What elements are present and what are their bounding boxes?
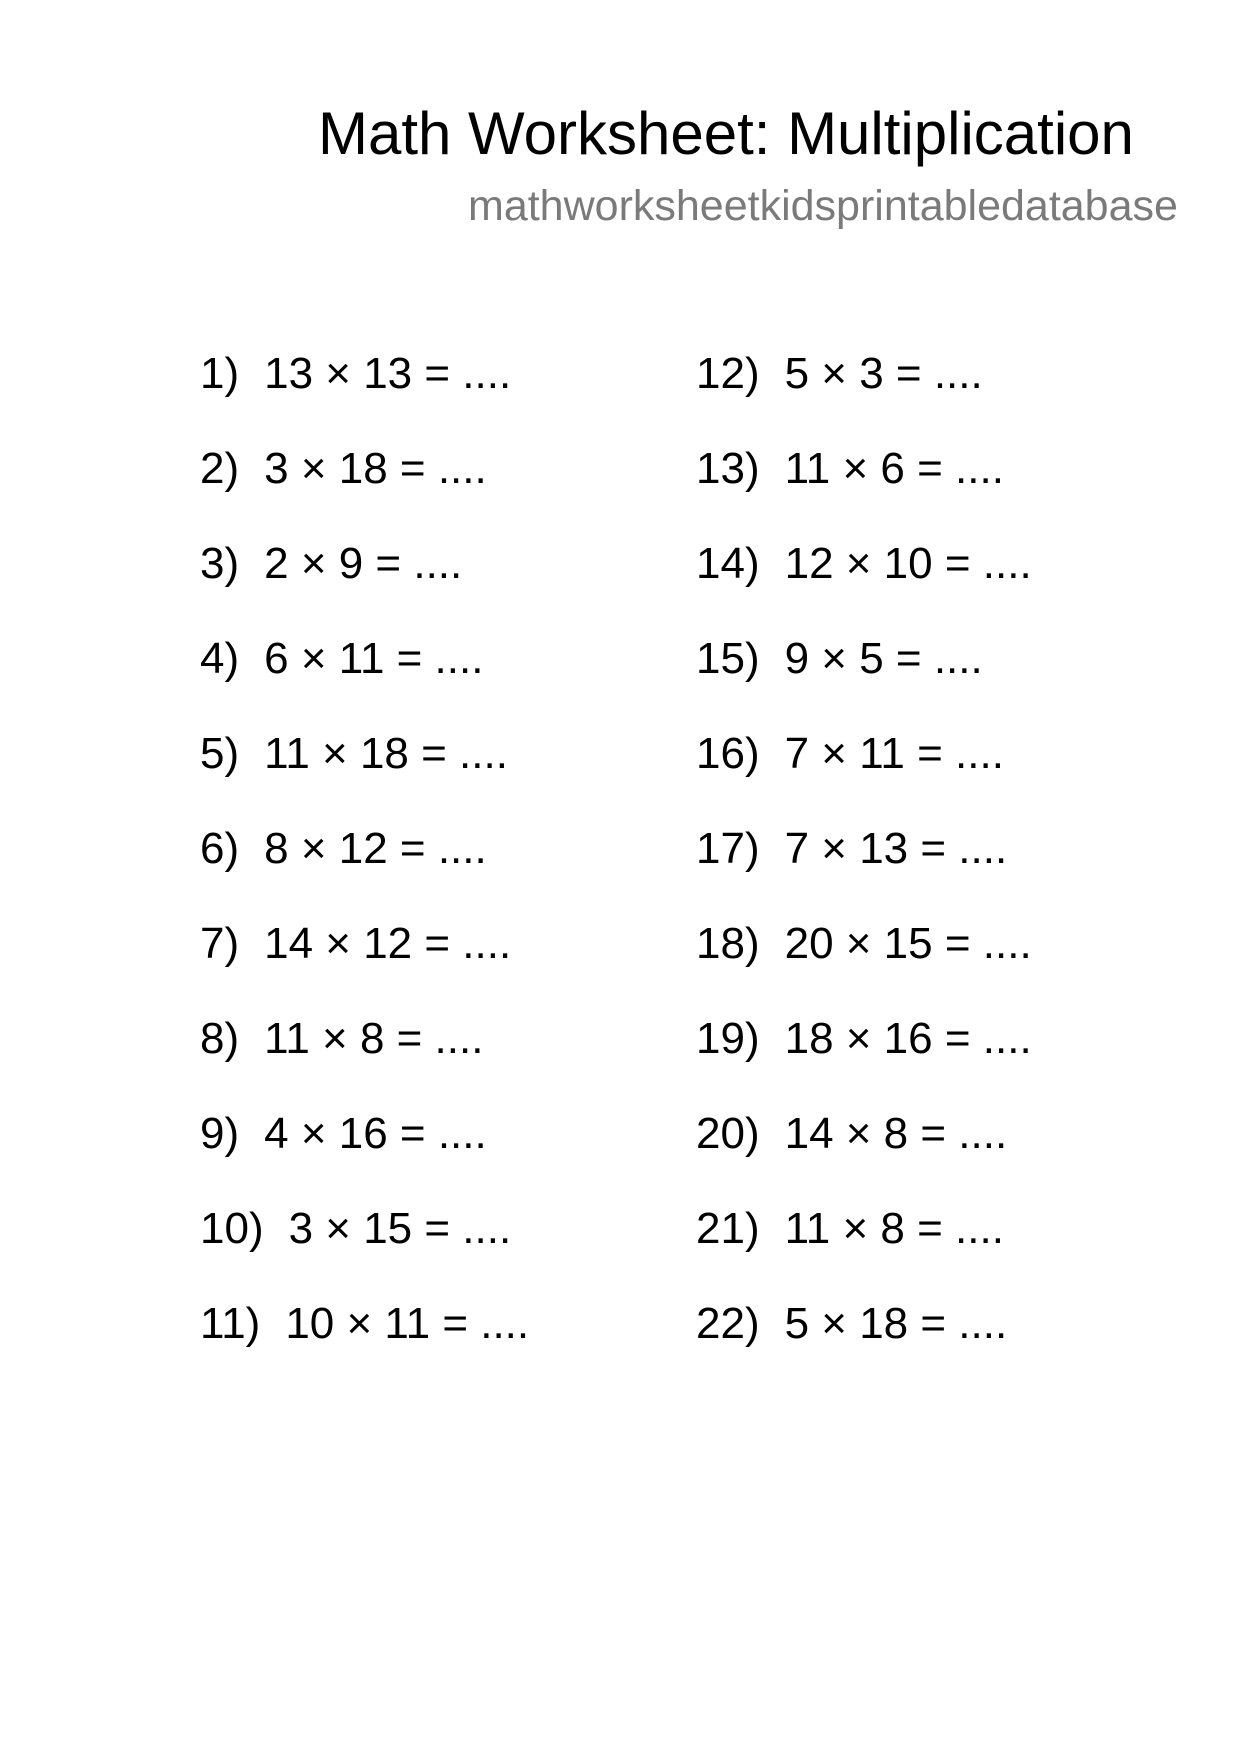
problem-item (200, 439, 529, 534)
problem-number: 11) (200, 1299, 261, 1348)
problem-expression: 6 × 11 = .... (264, 634, 484, 683)
problem-item (696, 724, 1032, 819)
problem-expression: 2 × 9 = .... (264, 539, 463, 588)
problem-expression: 18 × 16 = .... (784, 1014, 1032, 1063)
problem-item (200, 534, 529, 629)
problem-number: 20) (696, 1109, 760, 1158)
problem-expression: 8 × 12 = .... (264, 824, 487, 873)
problem-number: 13) (696, 444, 760, 493)
problem-expression: 13 × 13 = .... (264, 349, 512, 398)
problem-item (696, 344, 1032, 439)
problem-item (696, 1199, 1032, 1294)
problem-item (200, 344, 529, 439)
problem-column-left (200, 344, 529, 1389)
problem-expression: 4 × 16 = .... (264, 1109, 487, 1158)
problem-expression: 11 × 8 = .... (264, 1014, 484, 1063)
problem-column-right (696, 344, 1032, 1389)
problem-expression: 11 × 6 = .... (784, 444, 1004, 493)
problem-expression: 5 × 18 = .... (784, 1299, 1008, 1348)
problem-expression: 12 × 10 = .... (784, 539, 1032, 588)
problem-item (200, 629, 529, 724)
problem-expression: 9 × 5 = .... (784, 634, 983, 683)
problem-expression: 7 × 13 = .... (784, 824, 1008, 873)
problem-number: 10) (200, 1204, 264, 1253)
problem-item (696, 914, 1032, 1009)
problem-number: 8) (200, 1014, 240, 1063)
problem-expression: 7 × 11 = .... (784, 729, 1004, 778)
problem-item (200, 1009, 529, 1104)
problem-number: 19) (696, 1014, 760, 1063)
problem-item (200, 1199, 529, 1294)
problem-number: 18) (696, 919, 760, 968)
problem-number: 12) (696, 349, 760, 398)
problem-item (200, 1104, 529, 1199)
problem-number: 17) (696, 824, 760, 873)
problem-item (696, 819, 1032, 914)
problem-number: 9) (200, 1109, 240, 1158)
worksheet-title: Math Worksheet: Multiplication (318, 100, 1134, 167)
problem-expression: 11 × 18 = .... (264, 729, 508, 778)
problem-item (200, 724, 529, 819)
problem-item (696, 1009, 1032, 1104)
problem-number: 1) (200, 349, 240, 398)
problem-number: 3) (200, 539, 240, 588)
problem-expression: 3 × 15 = .... (288, 1204, 512, 1253)
problem-item (200, 819, 529, 914)
problem-number: 15) (696, 634, 760, 683)
problem-number: 7) (200, 919, 240, 968)
problem-expression: 14 × 8 = .... (784, 1109, 1008, 1158)
problem-item (696, 439, 1032, 534)
problem-number: 4) (200, 634, 240, 683)
problem-number: 14) (696, 539, 760, 588)
problem-number: 16) (696, 729, 760, 778)
problem-expression: 5 × 3 = .... (784, 349, 983, 398)
problem-expression: 14 × 12 = .... (264, 919, 512, 968)
problem-item (200, 1294, 529, 1389)
problem-number: 2) (200, 444, 240, 493)
problem-item (200, 914, 529, 1009)
problem-number: 21) (696, 1204, 760, 1253)
problem-number: 22) (696, 1299, 760, 1348)
worksheet-subtitle: mathworksheetkidsprintabledatabase (468, 182, 1178, 230)
problem-number: 6) (200, 824, 240, 873)
problem-item (696, 629, 1032, 724)
problem-expression: 3 × 18 = .... (264, 444, 487, 493)
problem-item (696, 1294, 1032, 1389)
problem-expression: 10 × 11 = .... (285, 1299, 530, 1348)
problem-expression: 11 × 8 = .... (784, 1204, 1004, 1253)
problem-item (696, 534, 1032, 629)
problem-item (696, 1104, 1032, 1199)
problem-number: 5) (200, 729, 240, 778)
problem-expression: 20 × 15 = .... (784, 919, 1032, 968)
